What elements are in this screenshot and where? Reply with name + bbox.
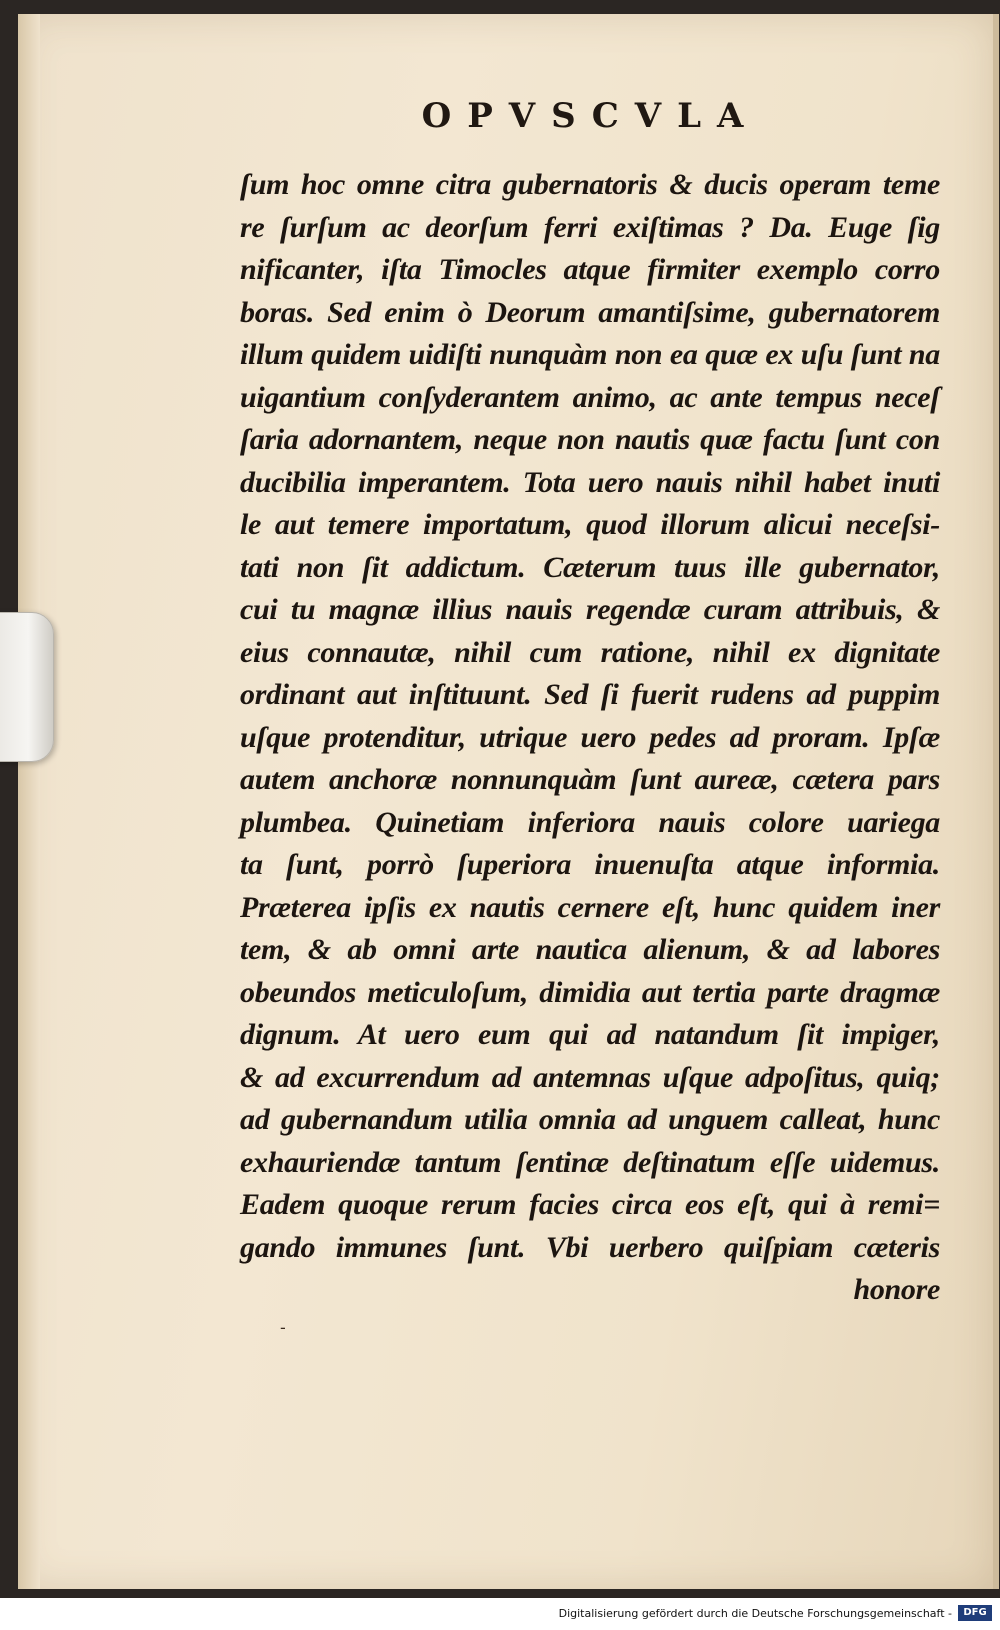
running-header: OPVSCVLA [421, 96, 760, 136]
funding-note: Digitalisierung gefördert durch die Deutsche Forschungsgemeinschaft - [558, 1607, 952, 1620]
page-edge [18, 14, 40, 1589]
text-line: cui tu magnæ illius nauis regendæ curam attribuis, & [240, 593, 940, 626]
text-line: exhauriendæ tantum ſentinæ deſtinatum eſſe uidemus. [240, 1145, 940, 1179]
text-line: re ſurſum ac deorſum ferri exiſtimas ? Da. Euge ſig [240, 210, 940, 244]
text-line: & ad excurrendum ad antemnas uſque adpoſitus, quiq; [240, 1060, 940, 1094]
text-line: nificanter, iſta Timocles atque firmiter exemplo corro [240, 253, 940, 286]
text-line: autem anchoræ nonnunquàm ſunt aureæ, cætera pars [240, 763, 940, 796]
text-line: Præterea ipſis ex nautis cernere eſt, hunc quidem iner [240, 890, 940, 924]
text-line: Eadem quoque rerum facies circa eos eſt, qui à remi= [240, 1188, 940, 1221]
text-line: tati non ſit addictum. Cæterum tuus ille gubernator, [240, 550, 940, 584]
text-line: ad gubernandum utilia omnia ad unguem calleat, hunc [240, 1103, 940, 1136]
text-line: boras. Sed enim ò Deorum amantiſsime, gubernatorem [240, 295, 940, 329]
text-line: gando immunes ſunt. Vbi uerbero quiſpiam cæteris [240, 1230, 940, 1264]
text-line: illum quidem uidiſti nunquàm non ea quæ ex uſu ſunt na [240, 338, 940, 371]
text-line: uſque protenditur, utrique uero pedes ad proram. Ipſæ [240, 720, 940, 754]
text-line: ſaria adornantem, neque non nautis quæ factu ſunt con [240, 423, 940, 456]
text-line: plumbea. Quinetiam inferiora nauis colore uariega [240, 805, 940, 839]
text-line: tem, & ab omni arte nautica alienum, & ad labores [240, 933, 940, 966]
text-line: uigantium conſyderantem animo, ac ante tempus neceſ [240, 380, 940, 414]
text-line: ordinant aut inſtituunt. Sed ſi fuerit rudens ad puppim [240, 678, 940, 711]
text-line: obeundos meticuloſum, dimidia aut tertia parte dragmæ [240, 975, 940, 1009]
text-line: le aut temere importatum, quod illorum alicui neceſsi- [240, 508, 940, 541]
text-line: eius connautæ, nihil cum ratione, nihil ex dignitate [240, 635, 940, 669]
catchword: honore [853, 1273, 940, 1306]
text-line: ta ſunt, porrò ſuperiora inuenuſta atque informia. [240, 848, 940, 881]
book-page [18, 14, 999, 1589]
text-line: ducibilia imperantem. Tota uero nauis nihil habet inuti [240, 465, 940, 499]
text-line: ſum hoc omne citra gubernatoris & ducis operam teme [240, 168, 940, 201]
page-mark: - [280, 1318, 286, 1337]
page-clip [0, 612, 54, 762]
digitization-footer [0, 1598, 1000, 1630]
body-text [240, 164, 940, 1312]
text-line: dignum. At uero eum qui ad natandum ſit impiger, [240, 1018, 940, 1051]
dfg-logo: DFG [958, 1605, 992, 1621]
